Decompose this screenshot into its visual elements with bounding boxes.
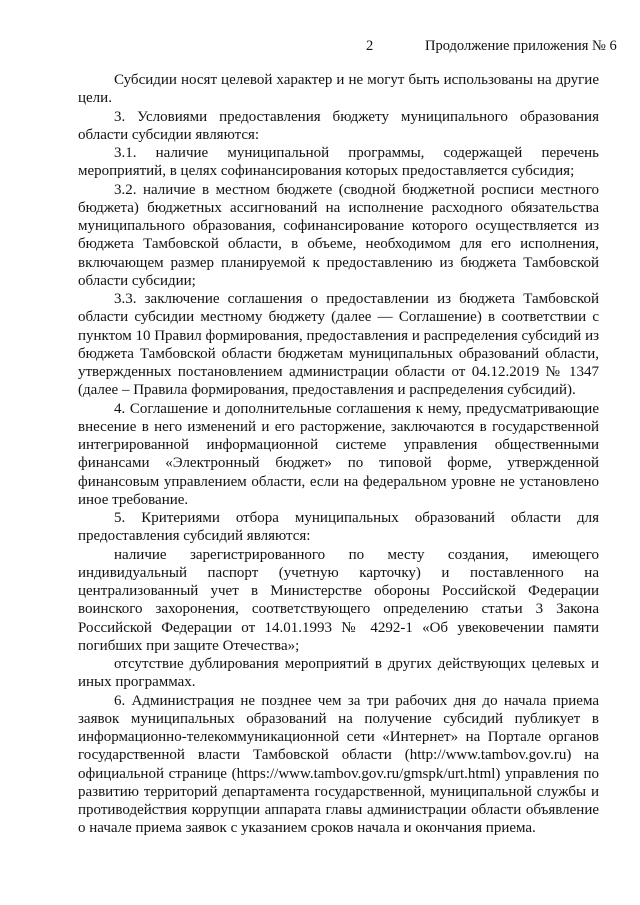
appendix-continuation-label: Продолжение приложения № 6 bbox=[425, 38, 617, 54]
paragraph-criterion-burial: наличие зарегистрированного по месту создания, имеющего индивидуальный паспорт (учетную карточку) и поставленного на централизованный учет в Министерстве обороны Российской Федерации воинского захоронения, соответствующего определению статьи 3 Закона Российской Федерации от 14.01.1993 № 4292-1 «Об увековечении памяти погибших при защите Отечества»; bbox=[78, 546, 599, 654]
paragraph-condition-3-1: 3.1. наличие муниципальной программы, содержащей перечень мероприятий, в целях софинансирования которых предоставляется субсидия; bbox=[78, 145, 599, 180]
paragraph-criterion-no-duplication: отсутствие дублирования мероприятий в других действующих целевых и иных программах. bbox=[78, 656, 599, 691]
paragraph-conditions: 3. Условиями предоставления бюджету муниципального образования области субсидии являются: bbox=[78, 108, 599, 143]
paragraph-condition-3-3: 3.3. заключение соглашения о предоставлении из бюджета Тамбовской области субсидии местному бюджету (далее — Соглашение) в соответствии с пунктом 10 Правил формирования, предоставления и распределения субсидий из бюджета Тамбовской области бюджетам муниципальных образований области, утвержденных постановлением администрации области от 04.12.2019 № 1347 (далее – Правила формирования, предоставления и распределения субсидий). bbox=[78, 291, 600, 399]
document-body bbox=[78, 71, 599, 838]
paragraph-agreement: 4. Соглашение и дополнительные соглашения к нему, предусматривающие внесение в него изменений и его расторжение, заключаются в государственной интегрированной информационной системе управления общественными финансами «Электронный бюджет» по типовой форме, утвержденной финансовым управлением области, если на федеральном уровне не установлено иное требование. bbox=[78, 400, 599, 508]
paragraph-condition-3-2: 3.2. наличие в местном бюджете (сводной бюджетной росписи местного бюджета) бюджетных ассигнований на исполнение расходного обязательства муниципального образования, софинансирование которого осуществляется из бюджета Тамбовской области, в объеме, необходимом для его исполнения, включающем размер планируемой к предоставлению из бюджета Тамбовской области субсидии; bbox=[78, 181, 599, 289]
paragraph-selection-criteria: 5. Критериями отбора муниципальных образований области для предоставления субсидий являются: bbox=[78, 510, 599, 545]
paragraph-administration-notice: 6. Администрация не позднее чем за три рабочих дня до начала приема заявок муниципальных образований на получение субсидий публикует в информационно-телекоммуникационной сети «Интернет» на Портале органов государственной власти Тамбовской области (http://www.tambov.gov.ru) на официальной странице (https://www.tambov.gov.ru/gmspk/urt.html) управления по развитию территорий департамента государственной, муниципальной службы и противодействия коррупции аппарата главы администрации области объявление о начале приема заявок с указанием сроков начала и окончания приема. bbox=[78, 692, 599, 837]
paragraph-subsidy-purpose: Субсидии носят целевой характер и не могут быть использованы на другие цели. bbox=[78, 72, 599, 107]
page-number: 2 bbox=[366, 38, 374, 54]
